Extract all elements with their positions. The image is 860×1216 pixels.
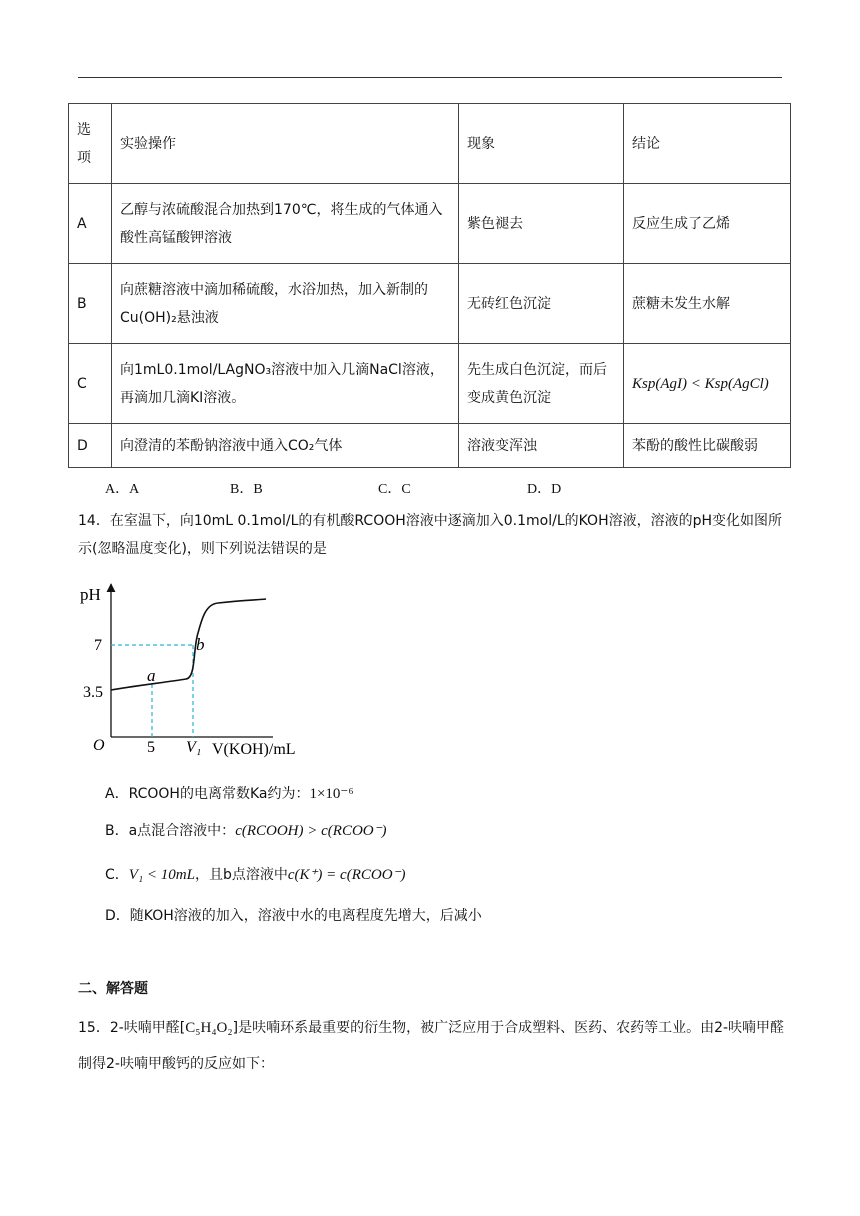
section-title: 二、解答题 bbox=[78, 981, 148, 997]
row-conclusion: 反应生成了乙烯 bbox=[624, 184, 791, 264]
q15-formula: C₅H₄O₂ bbox=[185, 1020, 233, 1036]
experiment-table bbox=[68, 103, 791, 468]
header-operation: 实验操作 bbox=[112, 104, 459, 184]
q14-option-a-text: A．RCOOH的电离常数Ka约为： bbox=[105, 786, 310, 802]
row-operation: 向1mL0.1mol/LAgNO₃溶液中加入几滴NaCl溶液，再滴加几滴KI溶液。 bbox=[112, 344, 459, 424]
q14-option-c-text: C． bbox=[105, 867, 129, 883]
row-operation: 乙醇与浓硫酸混合加热到170℃，将生成的气体通入酸性高锰酸钾溶液 bbox=[112, 184, 459, 264]
row-conclusion: 蔗糖未发生水解 bbox=[624, 264, 791, 344]
row-operation: 向蔗糖溶液中滴加稀硫酸，水浴加热，加入新制的Cu(OH)₂悬浊液 bbox=[112, 264, 459, 344]
row-conclusion: Ksp(AgI) < Ksp(AgCl) bbox=[624, 344, 791, 424]
header-phenomenon: 现象 bbox=[459, 104, 624, 184]
header-conclusion: 结论 bbox=[624, 104, 791, 184]
q15-stem bbox=[78, 1010, 788, 1082]
x-tick-5: 5 bbox=[147, 739, 155, 756]
table-row bbox=[69, 264, 791, 344]
row-phenomenon: 先生成白色沉淀，而后变成黄色沉淀 bbox=[459, 344, 624, 424]
y-tick-7: 7 bbox=[94, 637, 102, 654]
header-option: 选项 bbox=[69, 104, 112, 184]
q14-option-b[interactable] bbox=[105, 820, 387, 840]
q13-choice-c[interactable]: C．C bbox=[378, 482, 411, 497]
point-a-label: a bbox=[147, 666, 156, 685]
q14-stem: 14．在室温下，向10mL 0.1mol/L的有机酸RCOOH溶液中逐滴加入0.1mol/L的KOH溶液，溶液的pH变化如图所示(忽略温度变化)，则下列说法错误的是 bbox=[78, 513, 783, 557]
q14-option-a-math: 1×10⁻⁶ bbox=[309, 786, 354, 802]
q14-option-c-math2: c(K⁺) = c(RCOO⁻) bbox=[287, 867, 406, 883]
header-rule bbox=[78, 77, 782, 78]
table-row bbox=[69, 344, 791, 424]
row-option: D bbox=[69, 424, 112, 468]
row-option: A bbox=[69, 184, 112, 264]
q15-stem-part1: 15．2-呋喃甲醛[ bbox=[78, 1020, 186, 1036]
q14-option-b-math: c(RCOOH) > c(RCOO⁻) bbox=[235, 823, 387, 839]
y-tick-3-5: 3.5 bbox=[83, 684, 103, 701]
row-phenomenon: 溶液变浑浊 bbox=[459, 424, 624, 468]
q13-choice-d[interactable]: D．D bbox=[527, 482, 562, 497]
point-b-label: b bbox=[196, 635, 205, 654]
q14-option-c[interactable] bbox=[105, 864, 405, 884]
ph-titration-graph bbox=[78, 578, 318, 763]
q13-choice-b[interactable]: B．B bbox=[230, 482, 263, 497]
q14-option-c-text2: ，且b点溶液中 bbox=[194, 867, 288, 883]
q13-choice-a[interactable]: A．A bbox=[105, 482, 140, 497]
row-option: C bbox=[69, 344, 112, 424]
table-row bbox=[69, 184, 791, 264]
row-conclusion: 苯酚的酸性比碳酸弱 bbox=[624, 424, 791, 468]
row-option: B bbox=[69, 264, 112, 344]
y-axis-label: pH bbox=[80, 585, 101, 604]
q14-option-b-text: B．a点混合溶液中： bbox=[105, 823, 236, 839]
q14-option-a[interactable] bbox=[105, 783, 354, 803]
q14-option-c-math: V₁ < 10mL bbox=[128, 867, 195, 883]
row-operation: 向澄清的苯酚钠溶液中通入CO₂气体 bbox=[112, 424, 459, 468]
q14-option-d-text: D．随KOH溶液的加入，溶液中水的电离程度先增大，后减小 bbox=[105, 908, 482, 924]
row-phenomenon: 无砖红色沉淀 bbox=[459, 264, 624, 344]
origin-label: O bbox=[93, 737, 105, 754]
row-phenomenon: 紫色褪去 bbox=[459, 184, 624, 264]
q14-option-d[interactable] bbox=[105, 905, 482, 925]
table-header-row bbox=[69, 104, 791, 184]
table-row bbox=[69, 424, 791, 468]
x-axis-label: V(KOH)/mL bbox=[212, 741, 296, 758]
q15-stem-part2: ]是呋喃环系最重要的衍生物，被广泛应用于合成塑料、医药、农药等工业。由2-呋喃甲醛制得2-呋喃甲酸钙的反应如下： bbox=[78, 1020, 785, 1072]
x-tick-v1: V₁ bbox=[186, 739, 202, 756]
